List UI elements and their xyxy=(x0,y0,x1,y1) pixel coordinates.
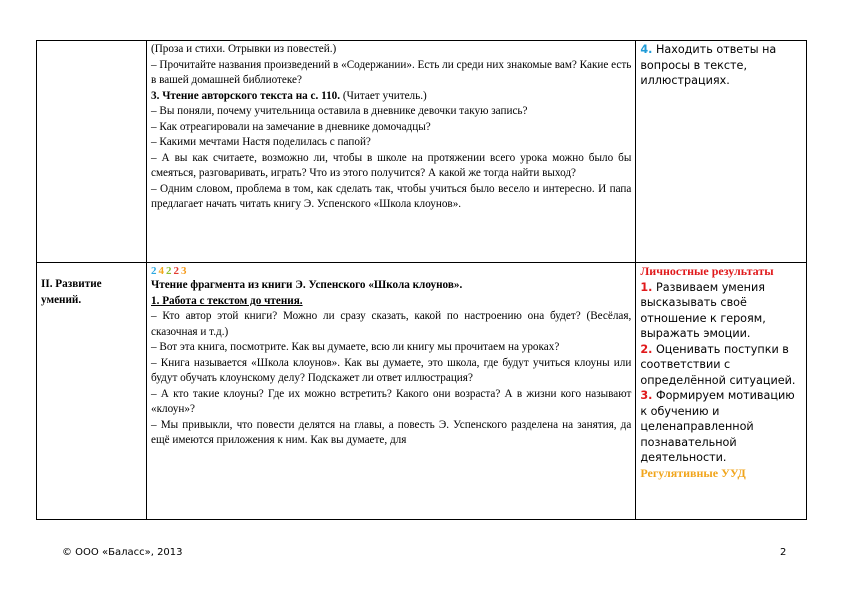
section-heading: Чтение фрагмента из книги Э. Успенского «Школа клоунов». xyxy=(151,279,463,291)
content-line: – А кто такие клоуны? Где их можно встретить? Какого они возраста? А в жизни кого называют «клоун»? xyxy=(151,387,632,415)
content-cell xyxy=(147,41,636,263)
content-line: – А вы как считаете, возможно ли, чтобы в школе на протяжении всего урока можно было бы смеяться, разговаривать, играть? Что из этого получится? А какой же тогда найти выход? xyxy=(151,151,632,179)
result-text: Развиваем умения высказывать своё отношение к героям, выражать эмоции. xyxy=(640,280,766,340)
result-number: 3. xyxy=(640,389,653,402)
section-note: (Читает учитель.) xyxy=(340,89,427,102)
subsection-heading xyxy=(151,294,631,310)
table-row xyxy=(37,41,807,263)
content-line: – Прочитайте названия произведений в «Содержании». Есть ли среди них знакомые вам? Какие есть в вашей домашней библиотеке? xyxy=(151,58,632,86)
skill-icons xyxy=(151,264,631,278)
content-line: – Как отреагировали на замечание в дневнике домочадцы? xyxy=(151,120,431,133)
skill-number-icon: 4 xyxy=(158,265,165,277)
result-text: Формируем мотивацию к обучению и целенаправленной познавательной деятельности. xyxy=(640,389,795,464)
result-item xyxy=(640,42,802,89)
content-line: – Мы привыкли, что повести делятся на главы, а повесть Э. Успенского разделена на занятия, да ещё имеются приложения к ним. Как вы думаете, для xyxy=(151,418,632,446)
table-row xyxy=(37,263,807,520)
stage-cell xyxy=(37,263,147,520)
results-cell xyxy=(636,263,807,520)
result-item xyxy=(640,388,802,466)
content-line: – Кто автор этой книги? Можно ли сразу сказать, какой по настроению она будет? (Весёлая, сказочная и т.д.) xyxy=(151,310,632,338)
content-line: – Одним словом, проблема в том, как сделать так, чтобы учиться было весело и интересно. И папа предлагает начать читать книгу Э. Успенского «Школа клоунов». xyxy=(151,182,632,210)
content-line: – Какими мечтами Настя поделилась с папой? xyxy=(151,136,371,148)
regulatory-header: Регулятивные УУД xyxy=(640,465,746,480)
content-line: – Вы поняли, почему учительница оставила в дневнике девочки такую запись? xyxy=(151,105,528,117)
stage-cell xyxy=(37,41,147,263)
section-heading: 3. Чтение авторского текста на с. 110. xyxy=(151,89,341,102)
content-line: – Книга называется «Школа клоунов». Как вы думаете, это школа, где будут учиться клоуны или будут обучать клоунскому делу? Подскажет ли ответ иллюстрация? xyxy=(151,356,632,384)
content-line: – Вот эта книга, посмотрите. Как вы думаете, всю ли книгу мы прочитаем на уроках? xyxy=(151,341,560,353)
skill-number-icon: 3 xyxy=(181,265,188,277)
results-cell xyxy=(636,41,807,263)
skill-number-icon: 2 xyxy=(173,265,180,277)
result-number: 1. xyxy=(640,280,653,294)
subsection-title: 1. Работа с текстом до чтения. xyxy=(151,294,303,307)
result-number: 4. xyxy=(640,43,653,56)
stage-label: II. Развитие умений. xyxy=(41,278,102,306)
result-text: Находить ответы на вопросы в тексте, иллюстрациях. xyxy=(640,43,777,87)
result-number: 2. xyxy=(640,342,653,356)
footer-copyright: © ООО «Баласс», 2013 xyxy=(62,547,183,558)
result-item xyxy=(640,280,802,342)
content-cell xyxy=(147,263,636,520)
lesson-table xyxy=(36,40,807,520)
result-text: Оценивать поступки в соответствии с определённой ситуацией. xyxy=(640,342,796,387)
skill-number-icon: 2 xyxy=(166,265,173,277)
page-number: 2 xyxy=(780,547,787,558)
content-line xyxy=(151,89,631,105)
personal-results-header: Личностные результаты xyxy=(640,264,774,278)
result-item xyxy=(640,342,802,389)
skill-number-icon: 2 xyxy=(151,265,158,277)
content-line: (Проза и стихи. Отрывки из повестей.) xyxy=(151,43,337,55)
